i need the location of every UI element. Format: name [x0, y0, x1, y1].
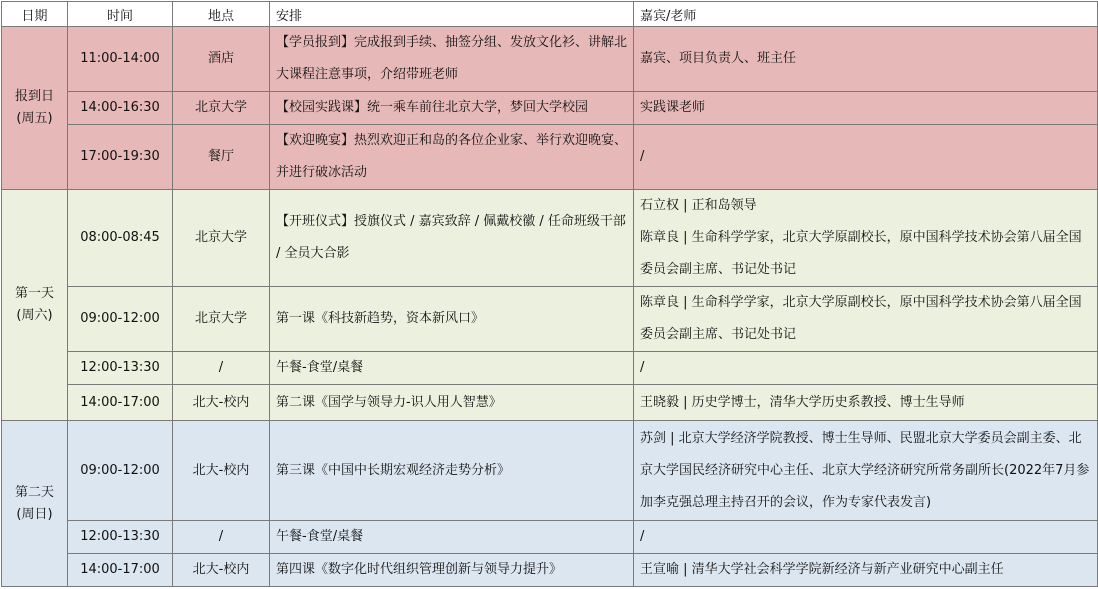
time-cell: 08:00-08:45 — [68, 190, 173, 287]
guest-cell: 苏剑 | 北京大学经济学院教授、博士生导师、民盟北京大学委员会副主委、北京大学国民经济研究中心主任、北京大学经济研究所常务副所长(2022年7月参加李克强总理主持召开的会议，作为专家代表发言) — [634, 421, 1098, 521]
guest-cell: / — [634, 352, 1098, 385]
table-row — [2, 287, 1098, 352]
day-label: 第一天 — [14, 286, 54, 301]
table-row — [2, 125, 1098, 190]
place-cell: 北大-校内 — [173, 421, 270, 521]
plan-cell: 【开班仪式】授旗仪式 / 嘉宾致辞 / 佩戴校徽 / 任命班级干部 / 全员大合影 — [270, 190, 634, 287]
time-cell: 09:00-12:00 — [68, 287, 173, 352]
guest-cell: 陈章良 | 生命科学学家，北京大学原副校长，原中国科学技术协会第八届全国委员会副主席、书记处书记 — [634, 287, 1098, 352]
plan-cell: 【欢迎晚宴】热烈欢迎正和岛的各位企业家、举行欢迎晚宴、并进行破冰活动 — [270, 125, 634, 190]
guest-cell: 王晓毅 | 历史学博士，清华大学历史系教授、博士生导师 — [634, 385, 1098, 421]
header-place: 地点 — [173, 2, 270, 27]
plan-cell: 午餐-食堂/桌餐 — [270, 521, 634, 554]
table-row — [2, 521, 1098, 554]
plan-cell: 第二课《国学与领导力-识人用人智慧》 — [270, 385, 634, 421]
place-cell: 北京大学 — [173, 92, 270, 125]
day-label: 第二天 — [14, 484, 54, 500]
header-row — [2, 2, 1098, 27]
time-cell: 14:00-16:30 — [68, 92, 173, 125]
guest-cell: 王宣喻 | 清华大学社会科学学院新经济与新产业研究中心副主任 — [634, 554, 1098, 587]
table-row — [2, 92, 1098, 125]
guest-line: 石立权 | 正和岛领导 — [640, 198, 757, 213]
header-date: 日期 — [2, 2, 68, 27]
schedule-table — [1, 1, 1098, 587]
place-cell: 酒店 — [173, 27, 270, 92]
day-cell — [2, 421, 68, 587]
table-row — [2, 27, 1098, 92]
plan-cell: 午餐-食堂/桌餐 — [270, 352, 634, 385]
guest-cell: 嘉宾、项目负责人、班主任 — [634, 27, 1098, 92]
time-cell: 12:00-13:30 — [68, 352, 173, 385]
guest-line: 陈章良 | 生命科学学家，北京大学原副校长，原中国科学技术协会第八届全国委员会副主席、书记处书记 — [640, 230, 1082, 277]
time-cell: 11:00-14:00 — [68, 27, 173, 92]
header-time: 时间 — [68, 2, 173, 27]
guest-cell — [634, 190, 1098, 287]
day-cell — [2, 27, 68, 190]
schedule-body — [2, 27, 1098, 587]
table-row — [2, 352, 1098, 385]
table-row — [2, 190, 1098, 287]
time-cell: 14:00-17:00 — [68, 385, 173, 421]
place-cell: 餐厅 — [173, 125, 270, 190]
table-row — [2, 554, 1098, 587]
guest-cell: / — [634, 125, 1098, 190]
time-cell: 14:00-17:00 — [68, 554, 173, 587]
table-row — [2, 385, 1098, 421]
plan-cell: 第一课《科技新趋势，资本新风口》 — [270, 287, 634, 352]
header-plan: 安排 — [270, 2, 634, 27]
place-cell: / — [173, 352, 270, 385]
time-cell: 17:00-19:30 — [68, 125, 173, 190]
place-cell: 北大-校内 — [173, 554, 270, 587]
day-cell — [2, 190, 68, 421]
guest-cell: 实践课老师 — [634, 92, 1098, 125]
place-cell: 北京大学 — [173, 190, 270, 287]
day-weekday: (周日) — [16, 506, 53, 522]
day-label: 报到日 — [14, 89, 54, 104]
place-cell: / — [173, 521, 270, 554]
place-cell: 北大-校内 — [173, 385, 270, 421]
plan-cell: 第三课《中国中长期宏观经济走势分析》 — [270, 421, 634, 521]
time-cell: 12:00-13:30 — [68, 521, 173, 554]
guest-cell: / — [634, 521, 1098, 554]
place-cell: 北京大学 — [173, 287, 270, 352]
day-weekday: (周六) — [16, 308, 53, 323]
plan-cell: 【学员报到】完成报到手续、抽签分组、发放文化衫、讲解北大课程注意事项，介绍带班老师 — [270, 27, 634, 92]
table-row — [2, 421, 1098, 521]
plan-cell: 第四课《数字化时代组织管理创新与领导力提升》 — [270, 554, 634, 587]
plan-cell: 【校园实践课】统一乘车前往北京大学，梦回大学校园 — [270, 92, 634, 125]
day-weekday: (周五) — [16, 111, 53, 126]
time-cell: 09:00-12:00 — [68, 421, 173, 521]
header-guest: 嘉宾/老师 — [634, 2, 1098, 27]
